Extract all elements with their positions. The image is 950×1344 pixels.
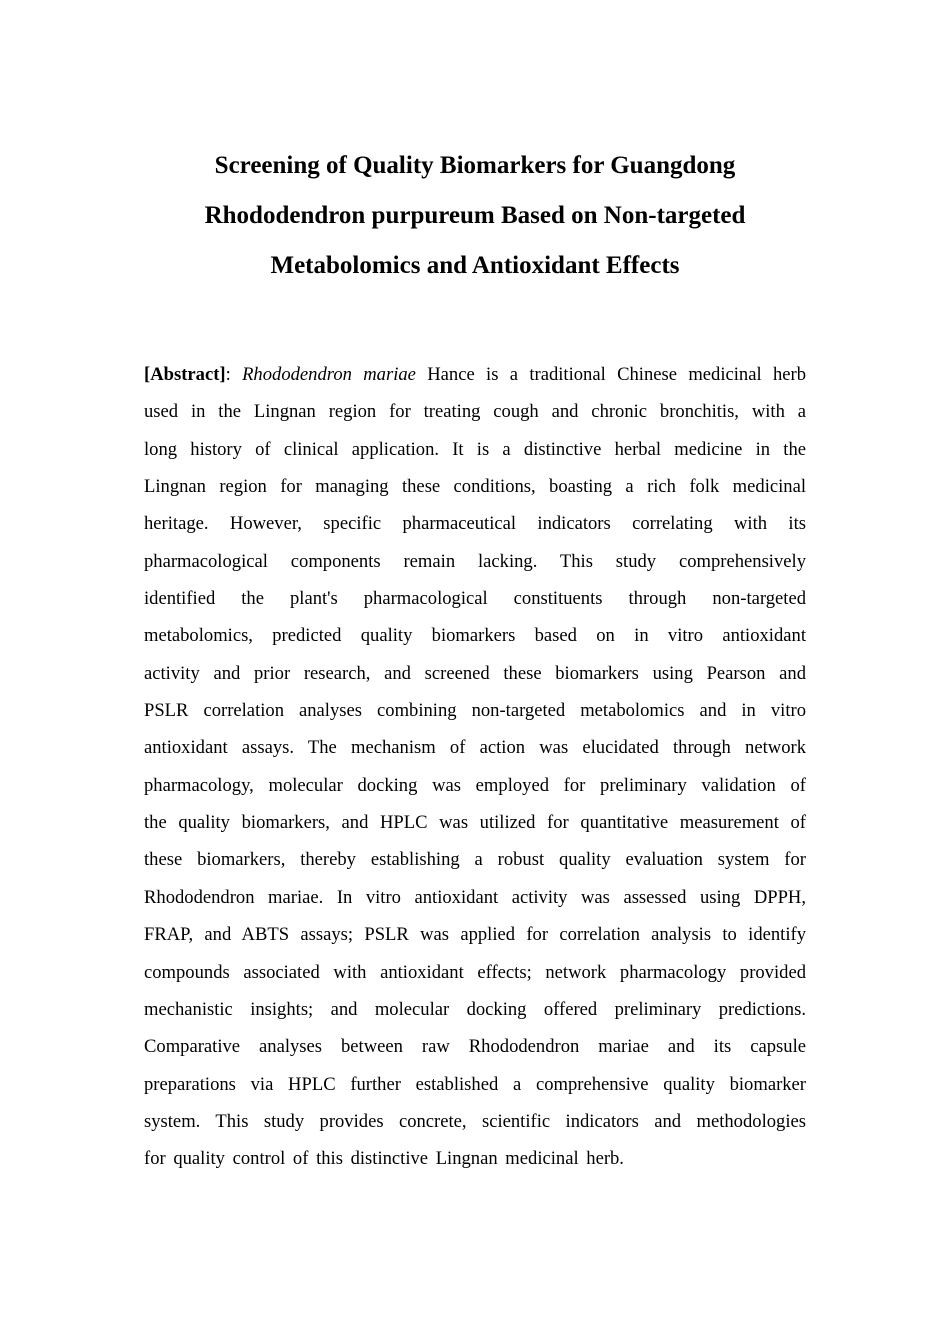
abstract-line: activity and prior research, and screened these biomarkers using Pearson and: [144, 662, 806, 684]
abstract-line: heritage. However, specific pharmaceutical indicators correlating with its: [144, 513, 806, 535]
abstract-line: pharmacology, molecular docking was employed for preliminary validation of: [144, 774, 806, 796]
abstract-line: preparations via HPLC further established a comprehensive quality biomarker: [144, 1073, 806, 1095]
abstract-line: used in the Lingnan region for treating cough and chronic bronchitis, with a: [144, 401, 806, 423]
title-line: Screening of Quality Biomarkers for Guangdong: [214, 152, 736, 179]
abstract-line: compounds associated with antioxidant effects; network pharmacology provided: [144, 961, 806, 983]
abstract-line: system. This study provides concrete, scientific indicators and methodologies: [144, 1110, 806, 1132]
abstract-line: identified the plant's pharmacological constituents through non-targeted: [144, 588, 806, 610]
abstract-line: Comparative analyses between raw Rhododendron mariae and its capsule: [144, 1036, 806, 1058]
abstract-line: antioxidant assays. The mechanism of action was elucidated through network: [144, 737, 806, 759]
species-name: Rhododendron mariae: [242, 364, 416, 385]
abstract-line: FRAP, and ABTS assays; PSLR was applied for correlation analysis to identify: [144, 924, 806, 946]
abstract-last-line: for quality control of this distinctive Lingnan medicinal herb.: [144, 1148, 624, 1170]
abstract-line: Lingnan region for managing these conditions, boasting a rich folk medicinal: [144, 476, 806, 498]
abstract-line: PSLR correlation analyses combining non-targeted metabolomics and in vitro: [144, 700, 806, 722]
abstract-line: metabolomics, predicted quality biomarkers based on in vitro antioxidant: [144, 625, 806, 647]
title-line: Rhododendron purpureum Based on Non-targeted: [204, 202, 746, 229]
paper-title: [144, 141, 806, 291]
abstract-first-line-text: Hance is a traditional Chinese medicinal herb: [427, 364, 807, 385]
title-line: Metabolomics and Antioxidant Effects: [270, 252, 680, 279]
abstract-label: [Abstract]: [144, 364, 226, 385]
abstract-first-line: [144, 356, 806, 393]
abstract-line: mechanistic insights; and molecular docking offered preliminary predictions.: [144, 998, 806, 1020]
abstract-line: pharmacological components remain lacking. This study comprehensively: [144, 550, 806, 572]
abstract-line: these biomarkers, thereby establishing a robust quality evaluation system for: [144, 849, 806, 871]
abstract-separator: :: [225, 364, 231, 385]
abstract-line: long history of clinical application. It is a distinctive herbal medicine in the: [144, 438, 806, 460]
abstract-line: the quality biomarkers, and HPLC was utilized for quantitative measurement of: [144, 812, 806, 834]
abstract-line: Rhododendron mariae. In vitro antioxidant activity was assessed using DPPH,: [144, 886, 806, 908]
abstract-block: [144, 356, 806, 1178]
